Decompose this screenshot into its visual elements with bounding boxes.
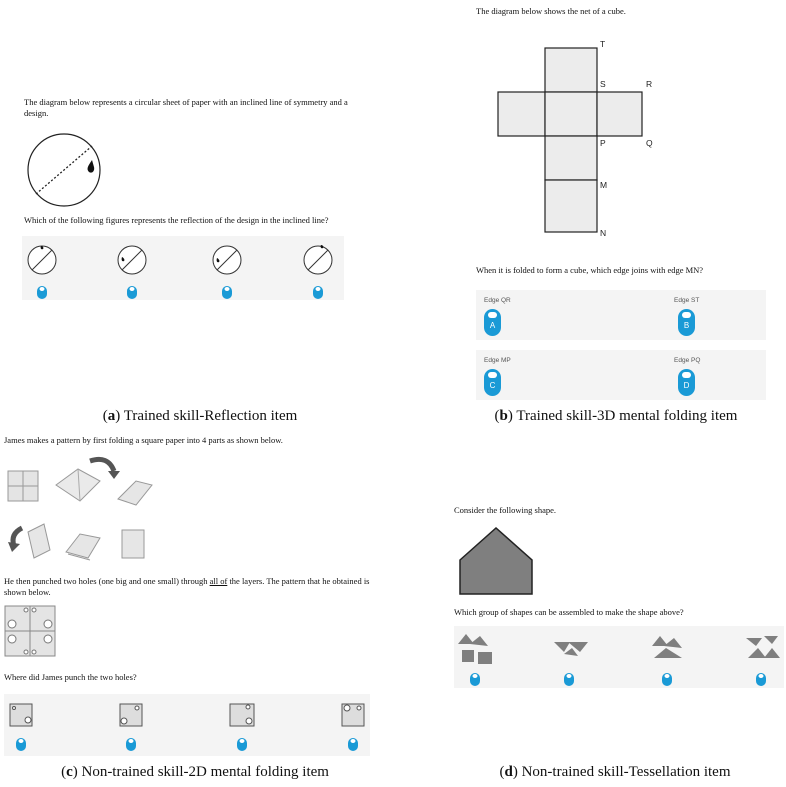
- panel-b-caption: (b) Trained skill-3D mental folding item: [494, 408, 738, 424]
- q2-underlined: all of: [209, 576, 228, 586]
- option-c-figure[interactable]: [228, 700, 258, 755]
- option-d-figure[interactable]: [340, 700, 370, 755]
- net-label-q: Q: [646, 138, 653, 148]
- net-label-r: R: [646, 79, 653, 89]
- option-a-button[interactable]: [484, 309, 501, 336]
- option-b-shapes[interactable]: [550, 632, 592, 688]
- net-label-p: P: [600, 138, 606, 148]
- option-c-figure[interactable]: [211, 240, 245, 302]
- net-label-s: S: [600, 79, 606, 89]
- panel-c-caption: (c) Non-trained skill-2D mental folding item: [61, 764, 329, 780]
- option-d-shapes[interactable]: [742, 632, 784, 688]
- option-b-button[interactable]: [678, 309, 695, 336]
- panel-d-question: Consider the following shape.: [454, 505, 556, 515]
- pentagon-house-shape: [456, 522, 538, 598]
- net-label-n: N: [600, 228, 607, 238]
- panel-d-options-bar: [454, 626, 784, 688]
- option-d-button[interactable]: [678, 369, 695, 396]
- option-d-figure[interactable]: [302, 240, 336, 302]
- option-b-figure[interactable]: [118, 700, 148, 755]
- option-d-letter: D: [683, 381, 690, 390]
- caption-letter: b: [499, 408, 508, 424]
- option-b-letter: B: [683, 321, 690, 330]
- folding-steps-row-1: [4, 455, 164, 515]
- folding-steps-row-2: [4, 520, 164, 565]
- panel-d-caption: (d) Non-trained skill-Tessellation item: [499, 764, 731, 780]
- cube-net-diagram: [490, 38, 670, 243]
- panel-c-question: James makes a pattern by first folding a square paper into 4 parts as shown below.: [4, 435, 283, 445]
- option-a-text: Edge QR: [484, 297, 511, 304]
- option-b-figure[interactable]: [116, 240, 150, 302]
- option-c-text: Edge MP: [484, 357, 511, 364]
- caption-letter: d: [504, 764, 513, 780]
- q2-before: He then punched two holes (one big and one small) through: [4, 576, 210, 586]
- panel-c-options-bar: [4, 694, 370, 756]
- net-label-m: M: [600, 180, 608, 190]
- caption-text: Non-trained skill-Tessellation item: [521, 764, 731, 780]
- panel-c-prompt: Where did James punch the two holes?: [4, 672, 137, 682]
- panel-a-question: The diagram below represents a circular sheet of paper with an inclined line of symmetry and a design.: [24, 97, 348, 118]
- option-a-letter: A: [489, 321, 496, 330]
- caption-text: Non-trained skill-2D mental folding item: [81, 764, 329, 780]
- caption-letter: a: [107, 408, 116, 424]
- option-d-text: Edge PQ: [674, 357, 701, 364]
- circular-sheet-diagram: [22, 130, 110, 210]
- panel-a-caption: (a) Trained skill-Reflection item: [102, 408, 298, 424]
- panel-a-prompt: Which of the following figures represents the reflection of the design in the inclined line?: [24, 215, 329, 225]
- panel-b-prompt: When it is folded to form a cube, which edge joins with edge MN?: [476, 265, 704, 275]
- panel-d-prompt: Which group of shapes can be assembled to make the shape above?: [454, 607, 684, 617]
- punched-pattern-diagram: [4, 605, 56, 657]
- option-b-text: Edge ST: [674, 297, 700, 304]
- q2-after: the layers. The pattern that he obtained is shown below.: [4, 576, 370, 597]
- caption-letter: c: [66, 764, 73, 780]
- caption-text: Trained skill-Reflection item: [123, 408, 298, 424]
- option-c-button[interactable]: [484, 369, 501, 396]
- option-a-shapes[interactable]: [456, 632, 498, 688]
- net-label-t: T: [600, 39, 606, 49]
- panel-b-question: The diagram below shows the net of a cube.: [476, 6, 626, 16]
- panel-b-options-row-2: [476, 350, 766, 400]
- option-c-letter: C: [489, 381, 496, 390]
- panel-b-options-row-1: [476, 290, 766, 340]
- option-a-figure[interactable]: [8, 700, 38, 755]
- option-a-figure[interactable]: [26, 240, 60, 302]
- option-c-shapes[interactable]: [648, 632, 690, 688]
- panel-c-question-2: [4, 576, 384, 598]
- panel-a-options-bar: [22, 236, 344, 300]
- caption-text: Trained skill-3D mental folding item: [516, 408, 738, 424]
